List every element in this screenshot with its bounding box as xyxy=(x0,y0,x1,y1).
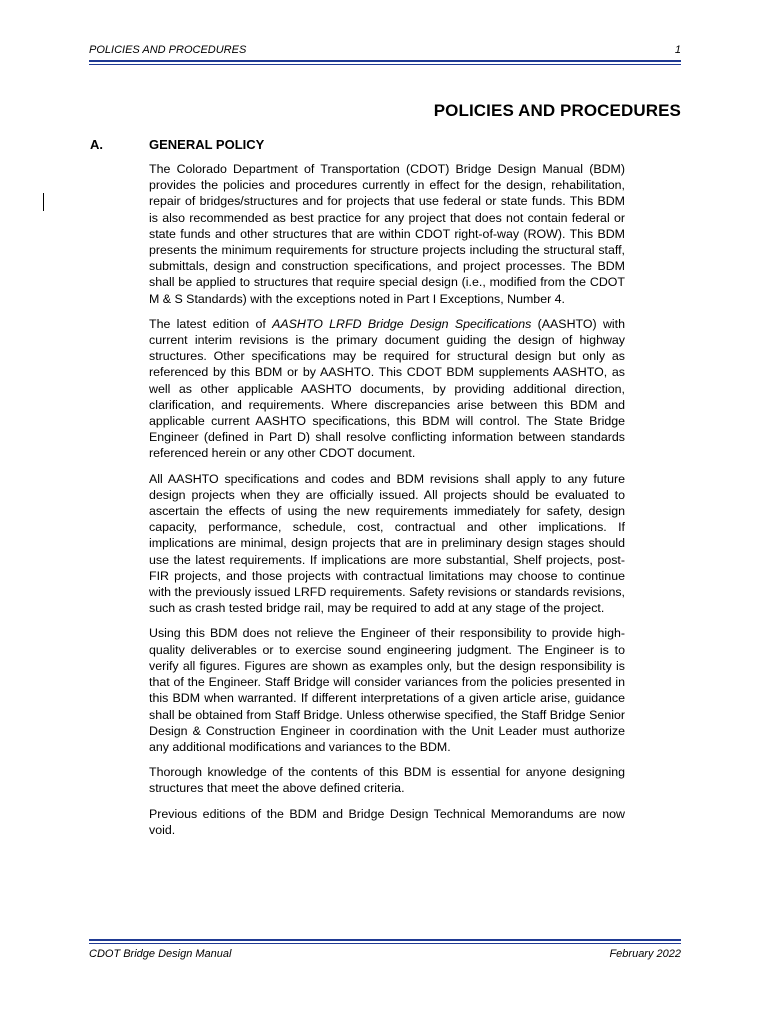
body-text xyxy=(149,161,625,847)
footer-manual-name: CDOT Bridge Design Manual xyxy=(89,948,232,960)
running-header xyxy=(89,44,681,60)
paragraph-2-rest: (AASHTO) with current interim revisions is the primary document guiding the design of highway structures. Other specifications may be required for structural design but only as referenced by this BDM or by AASHTO. This CDOT BDM supplements AASHTO, as well as other applicable AASHTO documents, by providing additional direction, clarification, and requirements. Where discrepancies arise between this BDM and applicable current AASHTO specifications, this BDM will control. The State Bridge Engineer (defined in Part D) shall resolve conflicting information between standards referenced herein or any other CDOT document. xyxy=(149,316,625,461)
aashto-spec-title: AASHTO LRFD Bridge Design Specifications xyxy=(272,316,532,331)
header-page-number: 1 xyxy=(674,44,681,56)
footer-date: February 2022 xyxy=(609,948,681,960)
section-heading: GENERAL POLICY xyxy=(149,137,265,152)
paragraph-4: Using this BDM does not relieve the Engineer of their responsibility to provide high-quality deliverables or to exercise sound engineering judgment. The Engineer is to verify all figures. Figures are shown as examples only, but the design responsibility is that of the Engineer. Staff Bridge will consider variances from the policies presented in this BDM when warranted. If different interpretations of a given article arise, guidance shall be obtained from Staff Bridge. Unless otherwise specified, the Staff Bridge Senior Design & Construction Engineer in coordination with the Unit Leader must authorize any additional modifications and variances to the BDM. xyxy=(149,626,625,754)
paragraph-6: Previous editions of the BDM and Bridge Design Technical Memorandums are now void. xyxy=(149,806,625,837)
running-footer xyxy=(89,948,681,964)
footer-rule xyxy=(89,939,681,944)
paragraph-2-lead: The latest edition of xyxy=(149,316,273,331)
header-rule xyxy=(89,60,681,65)
page-title: POLICIES AND PROCEDURES xyxy=(433,101,681,120)
paragraph-1: The Colorado Department of Transportation (CDOT) Bridge Design Manual (BDM) provides the policies and procedures currently in effect for the design, rehabilitation, repair of bridges/structures and for projects that use federal or state funds. This BDM is also recommended as best practice for any project that does not contain federal or state funds and other structures that are within CDOT right-of-way (ROW). This BDM presents the minimum requirements for structure projects including the structural staff, submittals, design and construction specifications, and project processes. The BDM shall be applied to structures that require special design (i.e., modified from the CDOT M & S Standards) with the exceptions noted in Part I Exceptions, Number 4. xyxy=(149,162,625,306)
paragraph-3: All AASHTO specifications and codes and BDM revisions shall apply to any future design projects when they are officially issued. All projects should be evaluated to ascertain the effects of using the new requirements immediately for safety, design capacity, performance, schedule, cost, contractual and other implications. If implications are minimal, design projects that are in preliminary design stages should use the latest requirements. If implications are more substantial, Shelf projects, post-FIR projects, and those projects with contractual limitations may choose to continue with the previously issued LRFD requirements. Safety revisions or standards revisions, such as crash tested bridge rail, may be required to add at any stage of the project. xyxy=(149,471,625,616)
paragraph-2 xyxy=(149,316,625,462)
header-section-name: POLICIES AND PROCEDURES xyxy=(89,44,247,56)
paragraph-5: Thorough knowledge of the contents of this BDM is essential for anyone designing structures that meet the above defined criteria. xyxy=(149,765,625,796)
revision-change-bar xyxy=(43,193,44,211)
section-letter: A. xyxy=(90,137,103,152)
